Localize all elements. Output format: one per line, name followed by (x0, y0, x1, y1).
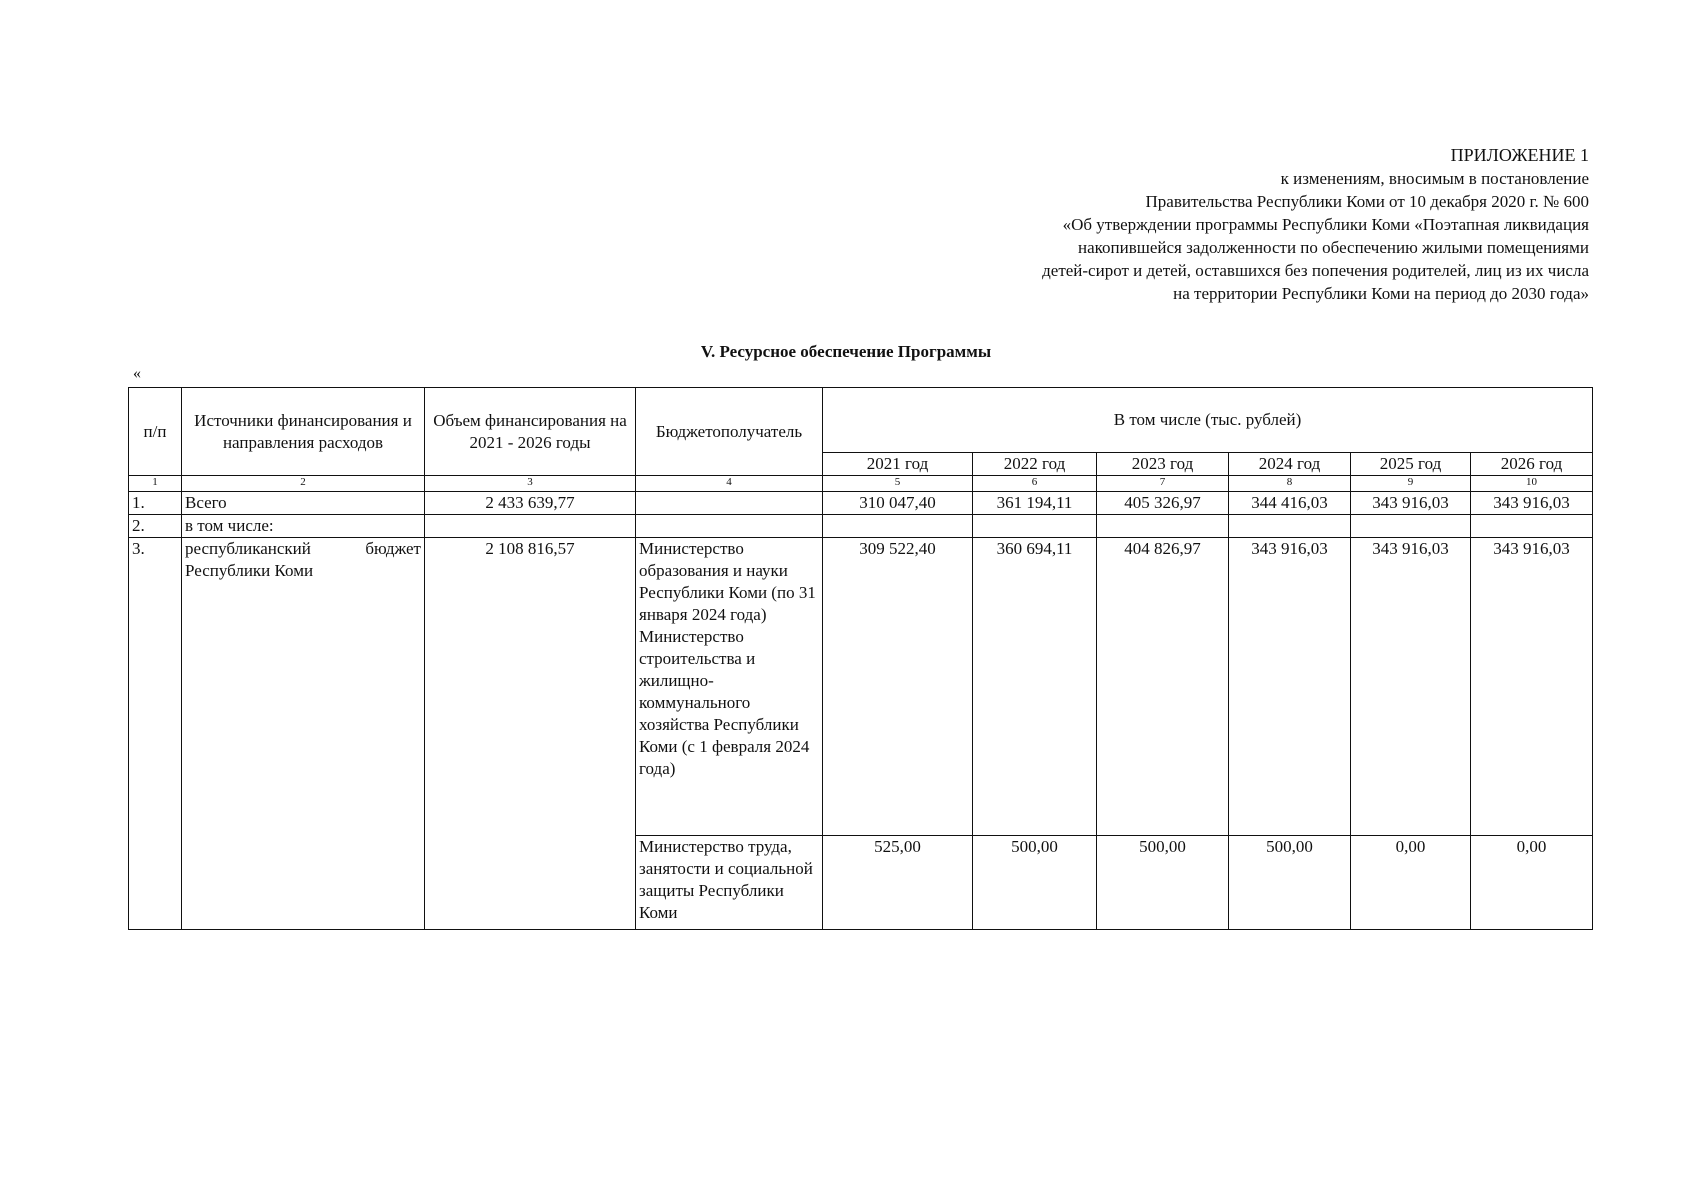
row-value (1471, 515, 1593, 538)
row-volume: 2 433 639,77 (425, 492, 636, 515)
open-quote-mark: « (133, 365, 141, 382)
header-year: 2024 год (1229, 453, 1351, 476)
row-value: 500,00 (1097, 836, 1229, 930)
row-value: 309 522,40 (823, 538, 973, 836)
row-value (823, 515, 973, 538)
row-volume (425, 515, 636, 538)
appendix-line: «Об утверждении программы Республики Коми «Поэтапная ликвидация (1062, 215, 1589, 234)
row-source (182, 538, 425, 930)
row-value: 344 416,03 (1229, 492, 1351, 515)
header-year: 2022 год (973, 453, 1097, 476)
row-value: 404 826,97 (1097, 538, 1229, 836)
row-value: 0,00 (1351, 836, 1471, 930)
header-source: Источники финансирования и направления расходов (182, 388, 425, 476)
row-value: 343 916,03 (1229, 538, 1351, 836)
row-source: в том числе: (182, 515, 425, 538)
appendix-line: Правительства Республики Коми от 10 декабря 2020 г. № 600 (1145, 192, 1589, 211)
column-index: 8 (1229, 476, 1351, 492)
header-year: 2026 год (1471, 453, 1593, 476)
row-num: 3. (129, 538, 182, 930)
row-recipient: Министерство образования и науки Республики Коми (по 31 января 2024 года) Министерство строительства и жилищно-коммунального хозяйства Республики Коми (с 1 февраля 2024 года) (636, 538, 823, 836)
row-value: 360 694,11 (973, 538, 1097, 836)
column-index: 7 (1097, 476, 1229, 492)
row-recipient (636, 492, 823, 515)
row-value: 405 326,97 (1097, 492, 1229, 515)
appendix-header (1042, 144, 1589, 305)
resource-table (128, 387, 1593, 930)
row-source: Всего (182, 492, 425, 515)
column-index: 9 (1351, 476, 1471, 492)
row-value: 310 047,40 (823, 492, 973, 515)
row-value: 500,00 (1229, 836, 1351, 930)
column-index: 3 (425, 476, 636, 492)
row-value: 343 916,03 (1351, 538, 1471, 836)
column-index: 5 (823, 476, 973, 492)
appendix-line: детей-сирот и детей, оставшихся без попечения родителей, лиц из их числа (1042, 261, 1589, 280)
column-index: 6 (973, 476, 1097, 492)
source-word: бюджет (365, 539, 421, 558)
column-index: 4 (636, 476, 823, 492)
row-value: 361 194,11 (973, 492, 1097, 515)
table-row (129, 515, 1593, 538)
row-value: 525,00 (823, 836, 973, 930)
source-first-line (185, 538, 421, 560)
header-year: 2021 год (823, 453, 973, 476)
header-recipient: Бюджетополучатель (636, 388, 823, 476)
row-recipient (636, 515, 823, 538)
row-value: 343 916,03 (1471, 492, 1593, 515)
row-value: 0,00 (1471, 836, 1593, 930)
appendix-line: на территории Республики Коми на период до 2030 года» (1173, 284, 1589, 303)
source-second-line: Республики Коми (185, 561, 314, 580)
header-num: п/п (129, 388, 182, 476)
header-including: В том числе (тыс. рублей) (823, 388, 1593, 453)
row-value: 343 916,03 (1351, 492, 1471, 515)
row-value: 343 916,03 (1471, 538, 1593, 836)
column-index: 2 (182, 476, 425, 492)
row-value (1097, 515, 1229, 538)
column-index: 1 (129, 476, 182, 492)
section-title: V. Ресурсное обеспечение Программы (700, 342, 992, 361)
header-volume: Объем финансирования на 2021 - 2026 годы (425, 388, 636, 476)
row-num: 1. (129, 492, 182, 515)
header-year: 2025 год (1351, 453, 1471, 476)
column-index: 10 (1471, 476, 1593, 492)
table-header-row (129, 388, 1593, 453)
header-year: 2023 год (1097, 453, 1229, 476)
source-word: республиканский (185, 539, 311, 558)
appendix-label: ПРИЛОЖЕНИЕ 1 (1450, 145, 1589, 165)
table-row (129, 538, 1593, 836)
row-value (1229, 515, 1351, 538)
row-recipient: Министерство труда, занятости и социальной защиты Республики Коми (636, 836, 823, 930)
row-num: 2. (129, 515, 182, 538)
column-index-row (129, 476, 1593, 492)
appendix-line: накопившейся задолженности по обеспечению жилыми помещениями (1078, 238, 1589, 257)
row-value (1351, 515, 1471, 538)
row-value: 500,00 (973, 836, 1097, 930)
table-row (129, 492, 1593, 515)
row-value (973, 515, 1097, 538)
appendix-line: к изменениям, вносимым в постановление (1280, 169, 1589, 188)
row-volume: 2 108 816,57 (425, 538, 636, 930)
